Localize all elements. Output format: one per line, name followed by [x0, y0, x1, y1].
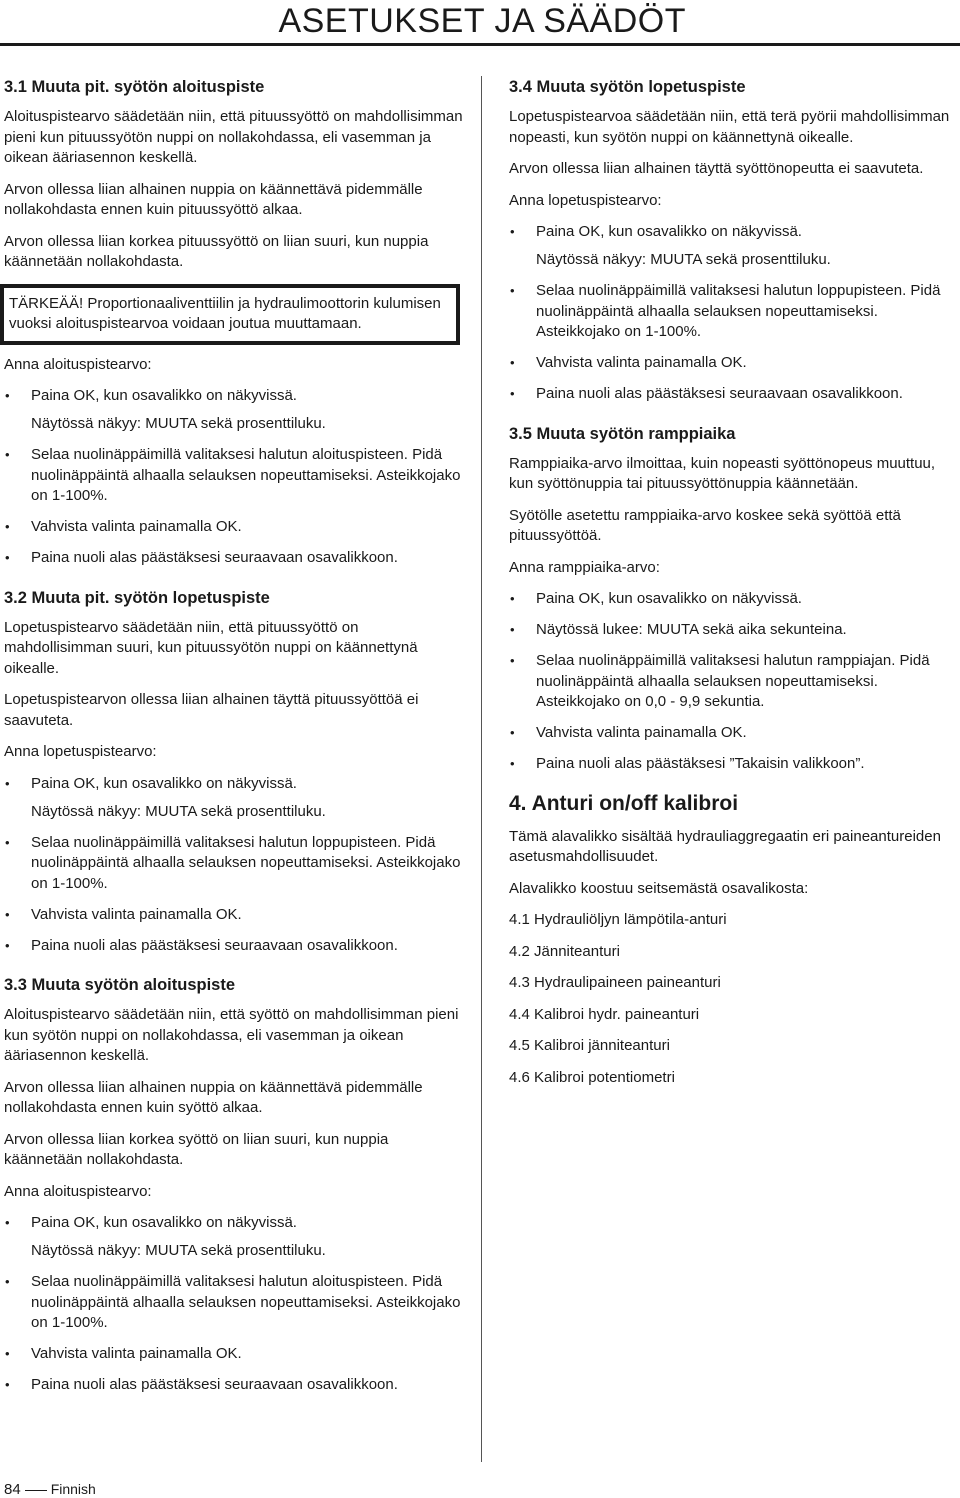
bullet-icon: • [510, 224, 515, 239]
instruction-lead: Anna ramppiaika-arvo: [509, 558, 660, 576]
list-item: • Paina OK, kun osavalikko on näkyvissä. [4, 1213, 466, 1234]
paragraph: Arvon ollessa liian alhainen täyttä syöttönopeutta ei saavuteta. [509, 160, 924, 177]
section-heading: 3.3 Muuta syötön aloituspiste [4, 976, 236, 994]
page-title: ASETUKSET JA SÄÄDÖT [278, 2, 686, 40]
bullet-icon: • [5, 1377, 10, 1392]
section-heading: 3.1 Muuta pit. syötön aloituspiste [4, 78, 265, 96]
bullet-icon: • [510, 283, 515, 298]
bullet-icon: • [5, 1346, 10, 1361]
display-note: Näytössä näkyy: MUUTA sekä prosenttiluku. [31, 802, 326, 820]
bullet-icon: • [5, 937, 10, 953]
submenu-item: 4.2 Jänniteanturi [509, 942, 620, 960]
instruction-lead: Anna lopetuspistearvo: [4, 743, 157, 760]
list-item: • Vahvista valinta painamalla OK. [509, 723, 957, 744]
submenu-item: 4.6 Kalibroi potentiometri [509, 1068, 675, 1086]
paragraph: Alavalikko koostuu seitsemästä osavalikosta: [509, 879, 809, 897]
section-3-2 [4, 587, 466, 957]
paragraph: Arvon ollessa liian alhainen nuppia on käännettävä pidemmälle nollakohdasta ennen kuin pituussyöttö alkaa. [4, 180, 423, 218]
important-note-box: TÄRKEÄÄ! Proportionaaliventtiilin ja hydraulimoottorin kulumisen vuoksi aloituspistearvoa voidaan joutua muuttamaan. [0, 284, 460, 345]
paragraph: Aloituspistearvo säädetään niin, että pituussyöttö on mahdollisimman pieni kun pituussyötön nuppi on nollakohdassa, eli vasemman ja oikean ääriasennon keskellä. [4, 108, 463, 166]
instruction-list [4, 386, 466, 569]
instruction-list [4, 774, 466, 957]
list-item: • Vahvista valinta painamalla OK. [4, 905, 466, 926]
submenu-item: 4.3 Hydraulipaineen paineanturi [509, 974, 721, 991]
instruction-list [509, 589, 957, 775]
display-note: Näytössä näkyy: MUUTA sekä prosenttiluku. [31, 1242, 326, 1259]
bullet-icon: • [510, 591, 515, 606]
section-4 [509, 791, 957, 1089]
list-item: • Selaa nuolinäppäimillä valitaksesi halutun loppupisteen. Pidä nuolinäppäintä alhaalla selauksen nopeuttamiseksi. Asteikkojako on 1-100%. [510, 282, 941, 340]
list-item: • Selaa nuolinäppäimillä valitaksesi halutun ramppiajan. Pidä nuolinäppäintä alhaalla selauksen nopeuttamiseksi. Asteikkojako on 0,0 - 9,9 sekuntia. [510, 652, 930, 710]
list-item: • Selaa nuolinäppäimillä valitaksesi halutun loppupisteen. Pidä nuolinäppäintä alhaalla selauksen nopeuttamiseksi. Asteikkojako on 1-100%. [5, 833, 461, 892]
section-3-1 [4, 76, 466, 569]
instruction-lead: Anna lopetuspistearvo: [509, 191, 662, 209]
page-footer [4, 1481, 96, 1498]
bullet-icon: • [510, 386, 515, 401]
bullet-icon: • [5, 1215, 10, 1230]
bullet-icon: • [510, 622, 515, 637]
section-3-3 [4, 974, 466, 1396]
section-heading: 3.5 Muuta syötön ramppiaika [509, 424, 736, 443]
list-item: • Paina OK, kun osavalikko on näkyvissä. [509, 222, 957, 243]
bullet-icon: • [5, 519, 10, 534]
footer-language: Finnish [50, 1481, 96, 1497]
section-3-5 [509, 423, 957, 775]
list-item: • Paina nuoli alas päästäksesi seuraavaan osavalikkoon. [4, 1375, 466, 1396]
section-3-4 [509, 76, 957, 405]
list-item: • Selaa nuolinäppäimillä valitaksesi halutun aloituspisteen. Pidä nuolinäppäintä alhaalla selauksen nopeuttamiseksi. Asteikkojako on 1-100%. [5, 1273, 461, 1331]
bullet-icon: • [510, 725, 515, 740]
list-item: • Paina nuoli alas päästäksesi seuraavaan osavalikkoon. [4, 936, 466, 957]
submenu-item: 4.1 Hydrauliöljyn lämpötila-anturi [509, 911, 727, 928]
header-rule [0, 43, 960, 46]
bullet-icon: • [5, 388, 10, 403]
bullet-icon: • [5, 834, 10, 850]
list-item: • Paina nuoli alas päästäksesi seuraavaan osavalikkoon. [509, 384, 957, 405]
submenu-item: 4.4 Kalibroi hydr. paineanturi [509, 1005, 700, 1023]
section-heading: 3.4 Muuta syötön lopetuspiste [509, 78, 746, 96]
bullet-icon: • [510, 355, 515, 370]
list-item: • Vahvista valinta painamalla OK. [4, 1344, 466, 1365]
display-note: Näytössä näkyy: MUUTA sekä prosenttiluku. [31, 415, 326, 432]
list-item: • Näytössä lukee: MUUTA sekä aika sekunteina. [509, 620, 957, 641]
paragraph: Arvon ollessa liian korkea syöttö on liian suuri, kun nuppia käännetään nollakohdasta. [4, 1130, 389, 1168]
list-item: • Paina OK, kun osavalikko on näkyvissä. [4, 386, 466, 407]
list-item: • Vahvista valinta painamalla OK. [4, 517, 466, 538]
paragraph: Arvon ollessa liian alhainen nuppia on käännettävä pidemmälle nollakohdasta ennen kuin syöttö alkaa. [4, 1078, 423, 1116]
paragraph: Arvon ollessa liian korkea pituussyöttö on liian suuri, kun nuppia käännetään nollakohdasta. [4, 232, 429, 270]
paragraph: Ramppiaika-arvo ilmoittaa, kuin nopeasti syöttönopeus muuttuu, kun syöttönuppia tai pituussyöttönuppia käännetään. [509, 454, 936, 492]
list-item: • Paina nuoli alas päästäksesi seuraavaan osavalikkoon. [4, 548, 466, 569]
section-heading: 3.2 Muuta pit. syötön lopetuspiste [4, 588, 270, 607]
list-item: • Paina nuoli alas päästäksesi ”Takaisin valikkoon”. [509, 754, 957, 775]
left-column [4, 76, 466, 1407]
paragraph: Lopetuspistearvo säädetään niin, että pituussyöttö on mahdollisimman suuri, kun pituussyötön nuppi on käännettynä oikealle. [4, 618, 418, 677]
page-number: 84 [4, 1481, 21, 1498]
paragraph: Syötölle asetettu ramppiaika-arvo koskee sekä syöttöä että pituussyöttöä. [509, 506, 901, 544]
bullet-icon: • [5, 447, 10, 462]
bullet-icon: • [5, 906, 10, 922]
submenu-item: 4.5 Kalibroi jänniteanturi [509, 1037, 670, 1054]
bullet-icon: • [5, 1274, 10, 1289]
bullet-icon: • [510, 756, 515, 771]
instruction-lead: Anna aloituspistearvo: [4, 1182, 152, 1200]
list-item: • Paina OK, kun osavalikko on näkyvissä. [4, 774, 466, 795]
paragraph: Aloituspistearvo säädetään niin, että syöttö on mahdollisimman pieni kun syötön nuppi on nollakohdassa, eli vasemman ja oikean ääriasennon keskellä. [4, 1006, 459, 1064]
right-column [509, 76, 957, 1099]
footer-dash [25, 1490, 47, 1491]
instruction-list [509, 222, 957, 405]
bullet-icon: • [5, 775, 10, 791]
paragraph: Lopetuspistearvoa säädetään niin, että terä pyörii mahdollisimman nopeasti, kun syötön nuppi on käännettynä oikealle. [509, 108, 950, 146]
bullet-icon: • [510, 653, 515, 668]
paragraph: Lopetuspistearvon ollessa liian alhainen täyttä pituussyöttöä ei saavuteta. [4, 691, 419, 729]
display-note: Näytössä näkyy: MUUTA sekä prosenttiluku. [536, 251, 831, 268]
paragraph: Tämä alavalikko sisältää hydrauliaggregaatin eri paineantureiden asetusmahdollisuudet. [509, 827, 941, 865]
bullet-icon: • [5, 550, 10, 565]
instruction-lead: Anna aloituspistearvo: [4, 355, 152, 373]
list-item: • Paina OK, kun osavalikko on näkyvissä. [509, 589, 957, 610]
section-heading: 4. Anturi on/off kalibroi [509, 791, 739, 815]
list-item: • Vahvista valinta painamalla OK. [509, 353, 957, 374]
column-divider [481, 76, 482, 1462]
list-item: • Selaa nuolinäppäimillä valitaksesi halutun aloituspisteen. Pidä nuolinäppäintä alhaalla selauksen nopeuttamiseksi. Asteikkojako on 1-100%. [5, 446, 461, 504]
instruction-list [4, 1213, 466, 1396]
